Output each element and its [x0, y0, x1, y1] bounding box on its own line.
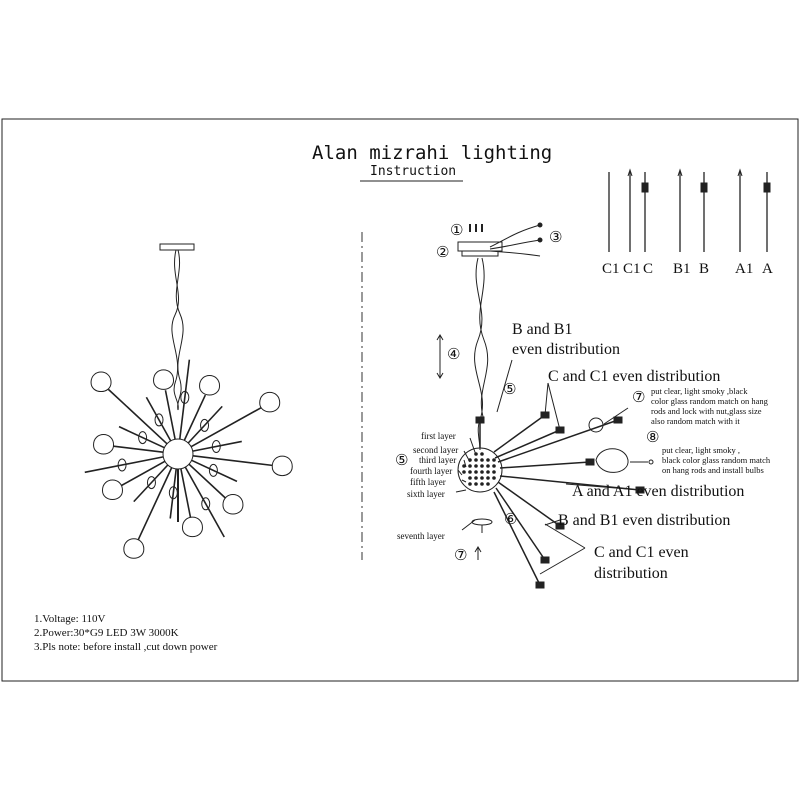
socket-dot: [481, 477, 484, 480]
step-1: ①: [450, 221, 464, 239]
socket-dot: [487, 477, 490, 480]
socket-dot: [475, 465, 478, 468]
rod-label-c1: C1: [623, 261, 641, 277]
socket-dot: [475, 477, 478, 480]
spoke-rod: [170, 469, 176, 519]
note-8: black color glass random match: [662, 455, 771, 465]
glass-shade: [124, 539, 144, 559]
reference-cap: [764, 183, 770, 192]
socket-dot: [475, 483, 478, 486]
glass-shade: [272, 456, 292, 476]
rod-label-b: B: [699, 261, 710, 277]
note-7: rods and lock with nut,glass size: [651, 406, 762, 416]
socket-dot: [481, 465, 484, 468]
rod-label-c1: C1: [602, 261, 620, 277]
socket-dot: [493, 465, 496, 468]
step-7: ⑦: [454, 546, 468, 564]
socket-dot: [487, 465, 490, 468]
socket-dot: [469, 477, 472, 480]
spoke-rod: [191, 408, 261, 447]
socket-dot: [463, 465, 466, 468]
spoke-rod: [119, 427, 164, 448]
spoke-rod: [181, 469, 191, 518]
rod-label-a1: A1: [735, 261, 754, 277]
spec-voltage: 1.Voltage: 110V: [34, 613, 106, 625]
glass-shade: [260, 392, 280, 412]
spoke-rod: [185, 467, 224, 537]
spoke-rod: [113, 446, 163, 452]
socket-dot: [487, 483, 490, 486]
spoke-rod: [193, 456, 272, 466]
glass-shade: [94, 435, 114, 455]
step-4: ④: [447, 345, 461, 363]
rod-reference: [609, 170, 770, 252]
hang-rod: [494, 492, 540, 585]
reference-cap: [701, 183, 707, 192]
callout-b-b1-top: B and B1: [512, 321, 573, 338]
exploded-view: [437, 223, 653, 588]
hang-rod: [494, 415, 545, 452]
step-6: ⑥: [504, 510, 518, 528]
socket-dot: [487, 471, 490, 474]
socket-dot: [469, 465, 472, 468]
page-subtitle: Instruction: [370, 164, 457, 179]
spoke-rod: [188, 406, 222, 443]
socket-dot: [475, 459, 478, 462]
spoke-rod: [146, 397, 170, 441]
socket-dot: [463, 471, 466, 474]
socket-dot: [487, 459, 490, 462]
callout-b-b1-bottom: B and B1 even distribution: [558, 512, 731, 529]
socket-dot: [493, 471, 496, 474]
step-3: ③: [549, 228, 563, 246]
socket-dot: [481, 471, 484, 474]
rod-label-b1: B1: [673, 261, 691, 277]
page-title: Alan mizrahi lighting: [312, 142, 553, 164]
socket-dot: [493, 459, 496, 462]
hang-rod: [500, 462, 590, 468]
note-8: on hang rods and install bulbs: [662, 465, 764, 475]
glass-shade: [182, 517, 202, 537]
rod-nut: [614, 417, 622, 423]
note-8: put clear, light smoky ,: [662, 445, 741, 455]
spec-power: 2.Power:30*G9 LED 3W 3000K: [34, 627, 179, 639]
step-7: ⑦: [632, 388, 646, 406]
rod-nut: [476, 417, 484, 423]
spoke-rod: [134, 465, 168, 502]
callout-c-c1-bottom-2: distribution: [594, 565, 668, 582]
note-7: put clear, light smoky ,black: [651, 386, 748, 396]
rod-nut: [586, 459, 594, 465]
glass-shade: [91, 372, 111, 392]
assembled-fixture: [85, 244, 292, 558]
callout-c-c1-bottom: C and C1 even: [594, 544, 689, 561]
rod-label-c: C: [643, 261, 654, 277]
socket-dot: [481, 459, 484, 462]
rod-nut: [536, 582, 544, 588]
spoke-rod: [165, 390, 175, 439]
spoke-rod: [121, 461, 165, 485]
spoke-rod: [192, 460, 237, 481]
socket-dot: [469, 471, 472, 474]
layer-fifth: fifth layer: [410, 477, 446, 487]
socket-dot: [469, 483, 472, 486]
spoke-rod: [193, 441, 242, 451]
note-7: color glass random match on hang: [651, 396, 768, 406]
step-5: ⑤: [503, 380, 517, 398]
layer-third: third layer: [419, 455, 457, 465]
callout-a-a1: A and A1 even distribution: [572, 483, 745, 500]
rod-nut: [541, 557, 549, 563]
socket-dot: [475, 471, 478, 474]
hang-rod: [498, 420, 618, 462]
note-7: also random match with it: [651, 416, 740, 426]
spec-note: 3.Pls note: before install ,cut down power: [34, 641, 218, 653]
rod-label-a: A: [762, 261, 773, 277]
glass-shade: [102, 480, 122, 500]
callout-c-c1-top: C and C1 even distribution: [548, 368, 721, 385]
callout-b-b1-top-2: even distribution: [512, 341, 620, 358]
layer-first: first layer: [421, 431, 456, 441]
step-2: ②: [436, 243, 450, 261]
layer-sixth: sixth layer: [407, 489, 445, 499]
step-5: ⑤: [395, 451, 409, 469]
reference-cap: [642, 183, 648, 192]
layer-fourth: fourth layer: [410, 466, 453, 476]
socket-dot: [493, 477, 496, 480]
step-8: ⑧: [646, 428, 660, 446]
spoke-rod: [189, 464, 226, 498]
layer-seventh: seventh layer: [397, 531, 445, 541]
layer-second: second layer: [413, 445, 459, 455]
glass-shade: [223, 495, 243, 515]
glass-shade: [154, 370, 174, 390]
socket-dot: [481, 483, 484, 486]
glass-shade: [200, 375, 220, 395]
socket-dot: [481, 453, 484, 456]
